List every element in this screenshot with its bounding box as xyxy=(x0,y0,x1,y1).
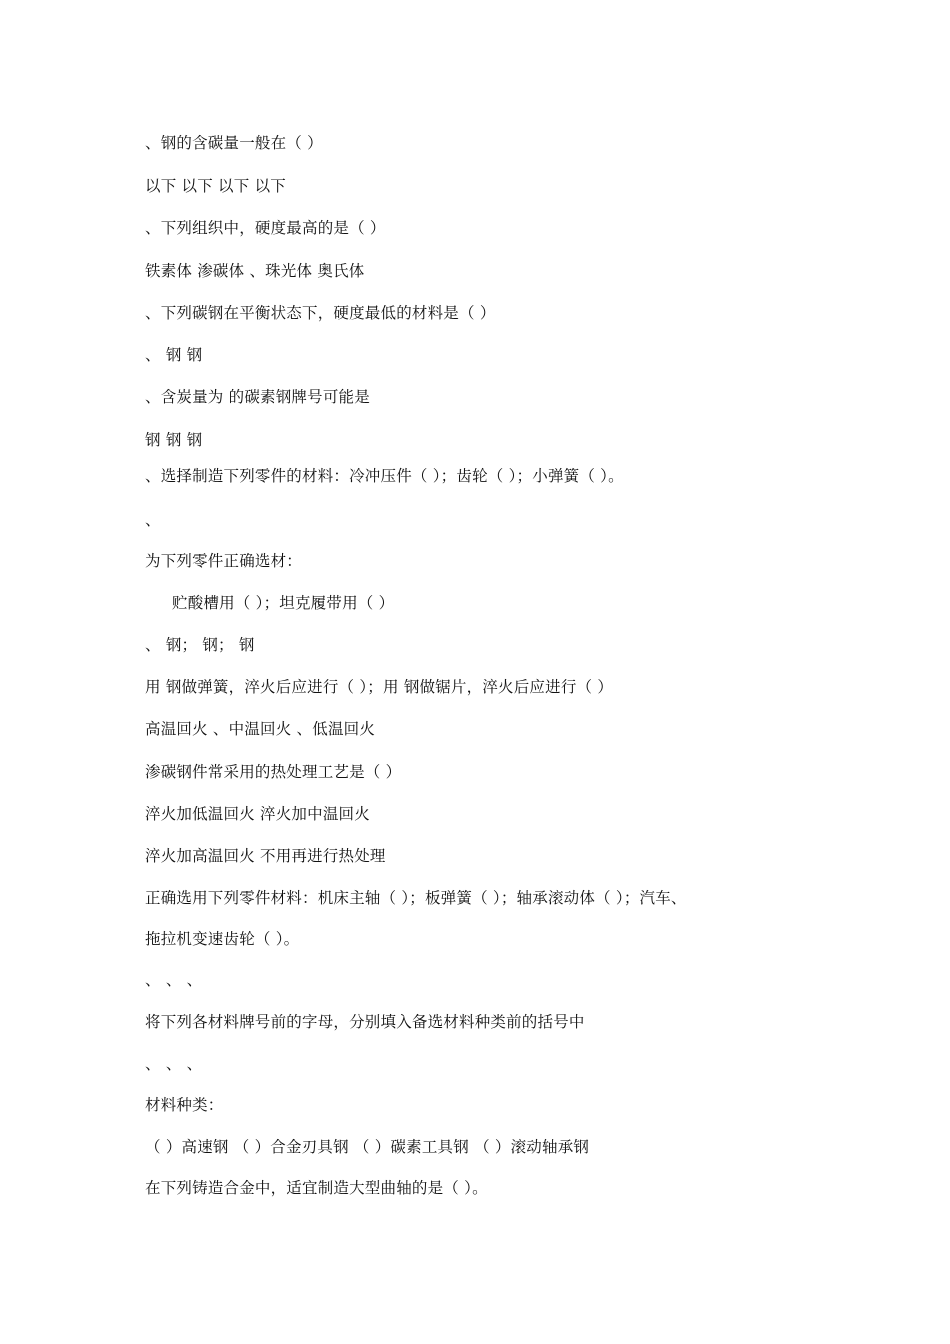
q7-text: 用 钢做弹簧，淬火后应进行（ ）；用 钢做锯片，淬火后应进行（ ） xyxy=(145,678,614,696)
q4-text: 、含炭量为 的碳素钢牌号可能是 xyxy=(145,388,370,406)
q11-text: 在下列铸造合金中，适宜制造大型曲轴的是（ ）。 xyxy=(145,1179,488,1197)
q6-subtext: 贮酸槽用（ ）；坦克履带用（ ） xyxy=(172,594,395,612)
q4-options: 钢 钢 钢 xyxy=(145,431,203,449)
q6-text: 为下列零件正确选材： xyxy=(145,552,303,570)
q8-options-a: 淬火加低温回火 淬火加中温回火 xyxy=(145,805,370,823)
q9-text-cont: 拖拉机变速齿轮（ ）。 xyxy=(145,930,300,948)
q9-options: 、 、 、 xyxy=(145,971,203,989)
q2-text: 、下列组织中，硬度最高的是（ ） xyxy=(145,219,386,237)
q8-options-b: 淬火加高温回火 不用再进行热处理 xyxy=(145,847,386,865)
q10-text: 将下列各材料牌号前的字母，分别填入备选材料种类前的括号中 xyxy=(145,1013,585,1031)
q10-grades: 、 、 、 xyxy=(145,1055,203,1073)
q1-options: 以下 以下 以下 以下 xyxy=(145,177,286,195)
q6-options: 、 钢； 钢； 钢 xyxy=(145,636,255,654)
q5-options: 、 xyxy=(145,511,161,529)
q1-text: 、钢的含碳量一般在（ ） xyxy=(145,134,323,152)
q8-text: 渗碳钢件常采用的热处理工艺是（ ） xyxy=(145,763,402,781)
q3-text: 、下列碳钢在平衡状态下，硬度最低的材料是（ ） xyxy=(145,304,496,322)
q7-options: 高温回火 、中温回火 、低温回火 xyxy=(145,720,376,738)
q3-options: 、 钢 钢 xyxy=(145,346,203,364)
q9-text: 正确选用下列零件材料：机床主轴（ ）；板弹簧（ ）；轴承滚动体（ ）；汽车、 xyxy=(145,889,687,907)
q10-category-label: 材料种类： xyxy=(145,1096,224,1114)
q10-categories: （ ）高速钢 （ ）合金刃具钢 （ ）碳素工具钢 （ ）滚动轴承钢 xyxy=(145,1138,590,1156)
q5-text: 、选择制造下列零件的材料：冷冲压件（ ）；齿轮（ ）；小弹簧（ ）。 xyxy=(145,467,624,485)
q2-options: 铁素体 渗碳体 、珠光体 奥氏体 xyxy=(145,262,365,280)
